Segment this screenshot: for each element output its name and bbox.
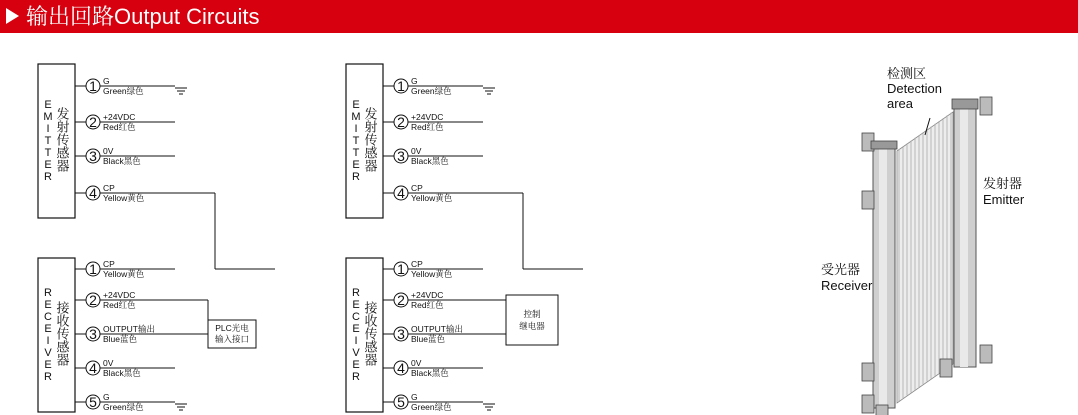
mounting-bracket (876, 405, 888, 415)
receiver-letter: E (44, 323, 52, 335)
pin-3 (383, 146, 483, 166)
emitter-letter: I (354, 123, 358, 135)
external-box (506, 295, 558, 345)
emitter-letter: R (44, 171, 52, 183)
pin-number: 3 (89, 326, 97, 342)
external-device (483, 295, 558, 345)
pin-name: 0V (103, 358, 114, 368)
pin-wire-color: Blue蓝色 (103, 334, 138, 344)
pin-wire-color: Blue蓝色 (411, 334, 446, 344)
pin-wire-color: Black黑色 (103, 368, 141, 378)
pin-number: 5 (89, 394, 97, 410)
receiver (346, 258, 383, 412)
receiver-text: 受光器 (821, 262, 861, 277)
emitter-letter: T (352, 135, 360, 147)
pin-number: 2 (89, 292, 97, 308)
pin-1 (75, 259, 175, 279)
receiver-chinese: 传 (364, 326, 378, 342)
pin-number: 3 (397, 148, 405, 164)
emitter-letter: E (44, 159, 52, 171)
mounting-bracket (862, 395, 874, 413)
output-circuits-diagram (0, 33, 1078, 415)
detection-area-text: 检测区 (887, 66, 927, 81)
emitter (346, 64, 383, 218)
pin-name: +24VDC (103, 290, 136, 300)
pin-name: CP (411, 183, 423, 193)
pin-1 (383, 76, 495, 96)
pin-wire-color: Red红色 (411, 122, 444, 132)
pin-name: 0V (411, 146, 422, 156)
receiver-chinese: 收 (364, 313, 378, 329)
receiver-letter: R (352, 371, 360, 383)
receiver-chinese: 感 (56, 339, 70, 355)
receiver-letter: E (352, 323, 360, 335)
pin-2 (383, 290, 483, 310)
receiver-chinese: 器 (364, 352, 378, 368)
receiver-letter: E (44, 359, 52, 371)
mounting-bracket (940, 359, 952, 377)
pin-number: 5 (397, 394, 405, 410)
pin-1 (383, 259, 483, 279)
pin-number: 4 (397, 360, 405, 376)
pin-wire-color: Black黑色 (411, 156, 449, 166)
external-label: 输入接口 (214, 334, 250, 344)
pin-4 (383, 358, 483, 378)
receiver-chinese: 器 (56, 352, 70, 368)
pin-number: 4 (397, 185, 405, 201)
pin-2 (383, 112, 483, 132)
receiver-letter: E (352, 359, 360, 371)
pin-name: CP (411, 259, 423, 269)
emitter-letter: E (44, 99, 52, 111)
pin-name: OUTPUT输出 (411, 324, 463, 334)
receiver-chinese: 收 (56, 313, 70, 329)
external-label: 继电器 (519, 321, 545, 331)
receiver-text: Receiver (821, 278, 873, 293)
external-device (175, 300, 256, 348)
pin-number: 2 (89, 114, 97, 130)
emitter-letter: E (352, 99, 360, 111)
mounting-bracket (862, 191, 874, 209)
pin-4 (75, 358, 175, 378)
pin-name: +24VDC (411, 290, 444, 300)
pin-2 (75, 290, 175, 310)
emitter-cap (952, 99, 978, 109)
receiver-highlight (879, 146, 887, 408)
pin-wire-color: Green绿色 (103, 86, 144, 96)
play-triangle-icon (6, 8, 19, 24)
pin-wire-color: Green绿色 (411, 86, 452, 96)
light-curtain-photo (821, 66, 1025, 415)
emitter-text: 发射器 (983, 176, 1023, 191)
pin-number: 1 (397, 78, 405, 94)
receiver-letter: R (352, 287, 360, 299)
emitter-chinese: 感 (56, 145, 70, 161)
circuit-1 (38, 64, 275, 412)
pin-number: 4 (89, 185, 97, 201)
receiver-chinese: 接 (56, 300, 70, 316)
emitter-letter: M (43, 111, 53, 123)
emitter-letter: T (352, 147, 360, 159)
mounting-bracket (862, 363, 874, 381)
emitter-chinese: 器 (364, 158, 378, 174)
pin-wire-color: Green绿色 (103, 402, 144, 412)
page-title: 输出回路Output Circuits (26, 4, 260, 29)
pin-name: +24VDC (103, 112, 136, 122)
ground-icon (483, 404, 495, 410)
receiver-label (821, 262, 873, 293)
receiver-letter: C (352, 311, 360, 323)
pin-number: 1 (89, 261, 97, 277)
pin-3 (75, 146, 175, 166)
emitter-chinese: 传 (364, 132, 378, 148)
pin-number: 4 (89, 360, 97, 376)
pin-name: G (103, 76, 110, 86)
pin-name: OUTPUT输出 (103, 324, 155, 334)
pin-wire-color: Red红色 (103, 122, 136, 132)
emitter-letter: T (44, 147, 52, 159)
ground-icon (483, 88, 495, 94)
pin-wire-color: Green绿色 (411, 402, 452, 412)
mounting-bracket (980, 345, 992, 363)
emitter-letter: I (46, 123, 50, 135)
emitter-chinese: 射 (56, 119, 70, 135)
receiver-letter: V (352, 347, 360, 359)
emitter-chinese: 射 (364, 119, 378, 135)
receiver-chinese: 接 (364, 300, 378, 316)
circuit-2 (346, 64, 583, 412)
pin-name: +24VDC (411, 112, 444, 122)
receiver-cap (871, 141, 897, 149)
mounting-bracket (980, 97, 992, 115)
pin-name: G (411, 392, 418, 402)
emitter-letter: T (44, 135, 52, 147)
emitter (38, 64, 75, 218)
receiver-letter: I (46, 335, 50, 347)
detection-area-text: area (887, 96, 914, 111)
pin-3 (75, 324, 195, 344)
emitter-chinese: 感 (364, 145, 378, 161)
pin-name: G (103, 392, 110, 402)
pin-1 (75, 76, 187, 96)
title-bar (0, 0, 1078, 33)
pin-name: G (411, 76, 418, 86)
pin-name: 0V (411, 358, 422, 368)
pin-name: 0V (103, 146, 114, 156)
pin-3 (383, 324, 506, 344)
receiver-letter: I (354, 335, 358, 347)
pin-4 (75, 183, 175, 203)
emitter-chinese: 传 (56, 132, 70, 148)
detection-area-label (887, 66, 942, 111)
receiver-letter: R (44, 287, 52, 299)
pin-5 (75, 392, 187, 412)
external-label: PLC光电 (215, 323, 249, 333)
pin-number: 3 (397, 326, 405, 342)
pin-wire-color: Yellow黄色 (411, 193, 453, 203)
receiver-letter: R (44, 371, 52, 383)
detection-area-text: Detection (887, 81, 942, 96)
pin-wire-color: Red红色 (411, 300, 444, 310)
pin-wire-color: Yellow黄色 (103, 193, 145, 203)
pin-name: CP (103, 259, 115, 269)
receiver-letter: V (44, 347, 52, 359)
pin-wire-color: Red红色 (103, 300, 136, 310)
emitter-text: Emitter (983, 192, 1025, 207)
pin-name: CP (103, 183, 115, 193)
pin-number: 1 (89, 78, 97, 94)
pin-wire-color: Yellow黄色 (103, 269, 145, 279)
emitter-chinese: 发 (364, 106, 378, 122)
pin-5 (383, 392, 495, 412)
emitter-highlight (960, 107, 968, 367)
emitter-label (983, 176, 1025, 207)
pin-4 (383, 183, 483, 203)
pin-number: 2 (397, 292, 405, 308)
receiver-letter: E (352, 299, 360, 311)
emitter-chinese: 器 (56, 158, 70, 174)
receiver-chinese: 传 (56, 326, 70, 342)
receiver-letter: E (44, 299, 52, 311)
receiver (38, 258, 75, 412)
emitter-chinese: 发 (56, 106, 70, 122)
pin-number: 1 (397, 261, 405, 277)
pin-wire-color: Black黑色 (411, 368, 449, 378)
emitter-letter: M (351, 111, 361, 123)
pin-2 (75, 112, 175, 132)
emitter-letter: E (352, 159, 360, 171)
pin-number: 3 (89, 148, 97, 164)
pin-number: 2 (397, 114, 405, 130)
external-label: 控制 (523, 309, 541, 319)
ground-icon (175, 88, 187, 94)
ground-icon (175, 404, 187, 410)
pin-wire-color: Black黑色 (103, 156, 141, 166)
emitter-letter: R (352, 171, 360, 183)
receiver-letter: C (44, 311, 52, 323)
receiver-chinese: 感 (364, 339, 378, 355)
pin-wire-color: Yellow黄色 (411, 269, 453, 279)
